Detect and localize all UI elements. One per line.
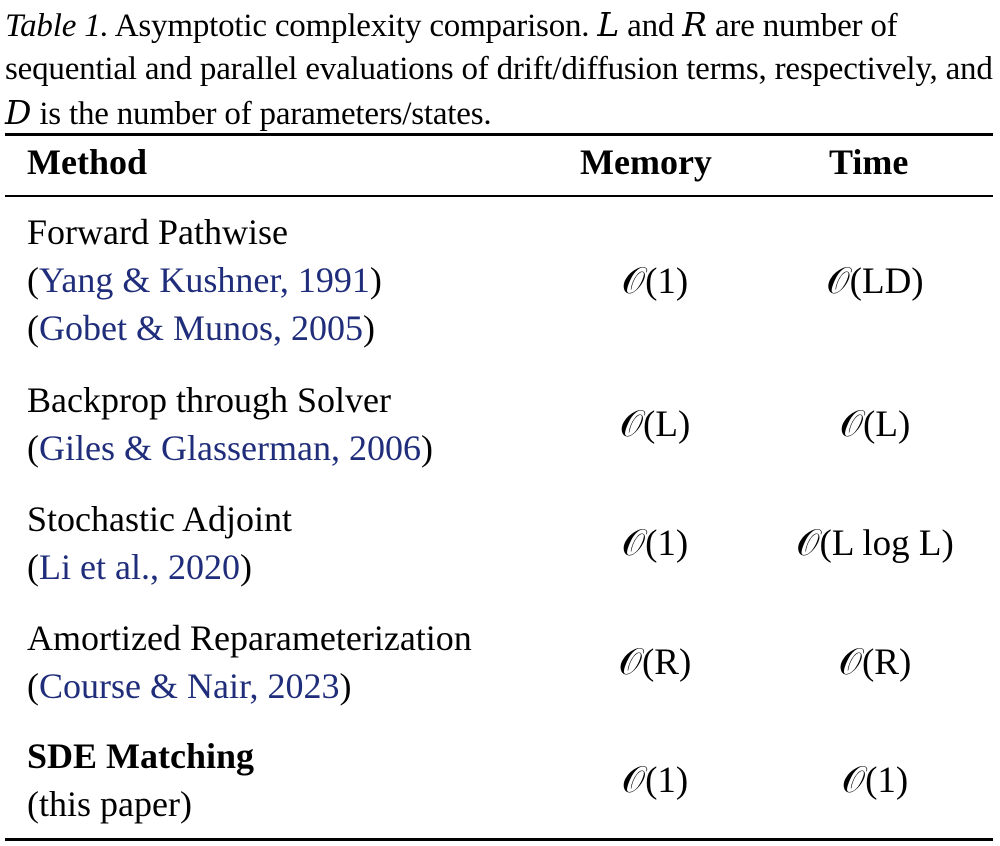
method-cell: Forward Pathwise (Yang & Kushner, 1991) (Gobet & Munos, 2005) (27, 208, 382, 352)
method-note: (this paper) (27, 784, 192, 824)
caption-text-4: is the number of parameters/states. (31, 96, 492, 132)
caption-text-2: and (619, 8, 683, 44)
caption-text-3: are number of sequential and parallel evaluations of drift/diffusion terms, respectively, and (5, 8, 993, 87)
time-cell: 𝒪(1) (841, 760, 909, 801)
time-cell: 𝒪(LD) (826, 261, 924, 302)
memory-cell: 𝒪(1) (621, 523, 689, 564)
time-cell: 𝒪(L log L) (796, 523, 954, 564)
memory-cell: 𝒪(L) (619, 404, 691, 445)
top-rule (5, 133, 993, 136)
memory-cell: 𝒪(1) (621, 261, 689, 302)
citation-link[interactable]: Yang & Kushner, 1991 (39, 260, 370, 300)
table-caption (5, 3, 995, 136)
method-cell: Backprop through Solver (Giles & Glasserman, 2006) (27, 376, 433, 472)
method-name: Backprop through Solver (27, 380, 391, 420)
citation-link[interactable]: Course & Nair, 2023 (39, 666, 340, 706)
memory-cell: 𝒪(R) (618, 642, 692, 683)
citation-link[interactable]: Gobet & Munos, 2005 (39, 308, 363, 348)
header-method: Method (27, 142, 147, 182)
header-memory: Memory (580, 142, 712, 182)
method-cell: Amortized Reparameterization (Course & Nair, 2023) (27, 614, 472, 710)
time-cell: 𝒪(R) (838, 642, 912, 683)
caption-var-l: L (597, 5, 620, 44)
method-name: Stochastic Adjoint (27, 499, 292, 539)
citation-link[interactable]: Giles & Glasserman, 2006 (39, 428, 421, 468)
header-time: Time (829, 142, 909, 182)
method-name: SDE Matching (27, 736, 255, 776)
citation-link[interactable]: Li et al., 2020 (39, 547, 240, 587)
method-name: Amortized Reparameterization (27, 618, 472, 658)
method-name: Forward Pathwise (27, 212, 288, 252)
method-cell: Stochastic Adjoint (Li et al., 2020) (27, 495, 292, 591)
caption-label: Table 1. (5, 8, 109, 44)
method-cell (27, 732, 254, 828)
time-cell: 𝒪(L) (839, 404, 911, 445)
caption-var-d: D (5, 93, 32, 132)
caption-var-r: R (682, 5, 707, 44)
memory-cell: 𝒪(1) (621, 760, 689, 801)
header-rule (5, 195, 993, 197)
caption-text-1: Asymptotic complexity comparison. (108, 8, 598, 44)
bottom-rule (5, 838, 993, 841)
